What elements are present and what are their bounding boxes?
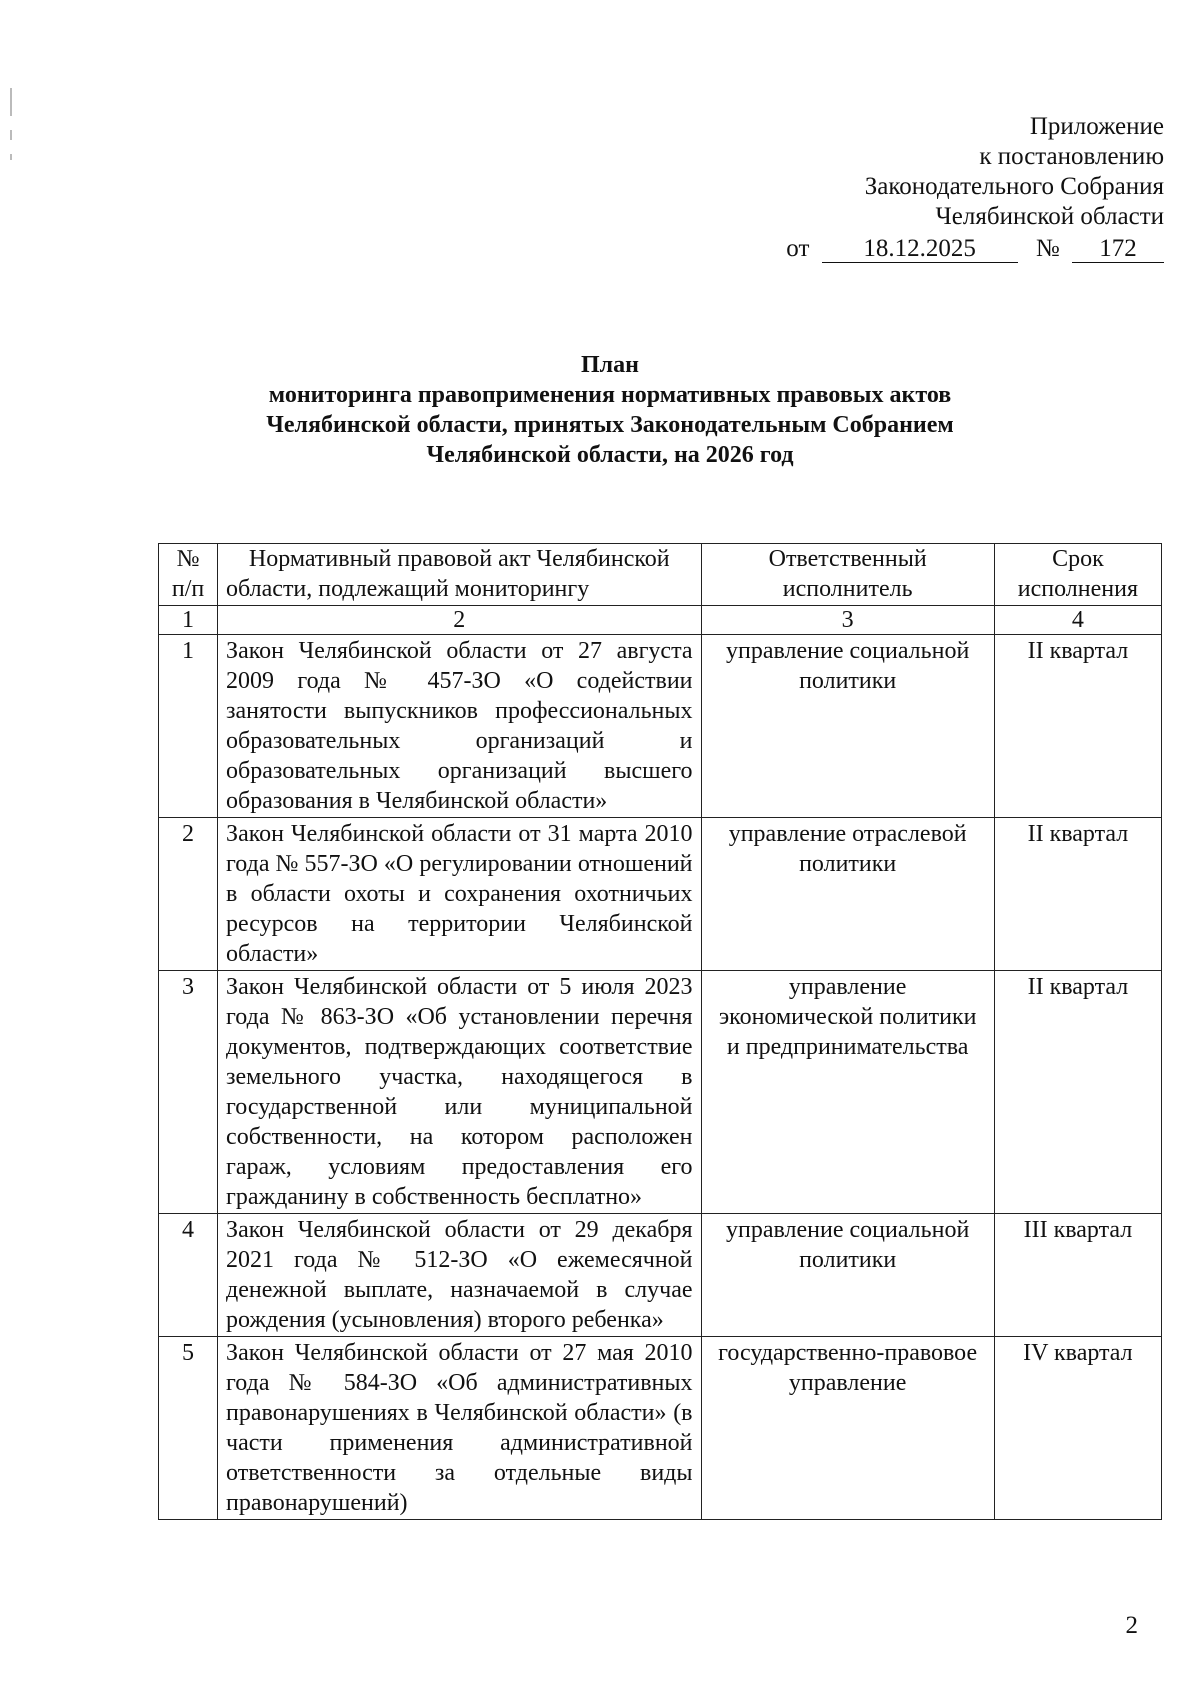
row-number: 4	[159, 1214, 218, 1337]
row-number: 1	[159, 635, 218, 818]
date-prefix: от	[786, 235, 810, 262]
row-deadline: IV квартал	[994, 1337, 1161, 1520]
table-row	[159, 635, 1162, 818]
table-row	[159, 971, 1162, 1214]
row-executor: управление социальной политики	[701, 1214, 994, 1337]
appendix-line-2: к постановлению	[979, 143, 1164, 170]
column-number: 1	[159, 606, 218, 635]
header-deadline: Срок исполнения	[994, 544, 1161, 606]
row-deadline: II квартал	[994, 635, 1161, 818]
title-line-4: Челябинской области, на 2026 год	[426, 442, 794, 468]
appendix-date-line	[786, 234, 1164, 264]
row-deadline: II квартал	[994, 971, 1161, 1214]
page-number: 2	[1125, 1612, 1138, 1639]
column-number: 4	[994, 606, 1161, 635]
row-deadline: III квартал	[994, 1214, 1161, 1337]
appendix-header	[786, 112, 1164, 264]
row-act: Закон Челябинской области от 31 марта 2010 года № 557-ЗО «О регулировании отношений в области охоты и сохранения охотничьих ресурсов на территории Челябинской области»	[218, 818, 701, 971]
column-number: 2	[218, 606, 701, 635]
row-executor: управление социальной политики	[701, 635, 994, 818]
title-line-1: План	[581, 352, 639, 378]
appendix-line-1: Приложение	[1029, 113, 1164, 140]
row-act: Закон Челябинской области от 5 июля 2023 года № 863-ЗО «Об установлении перечня документов, подтверждающих соответствие земельного участка, находящегося в государственной или муниципальной собственности, на котором расположен гараж, условиям предоставления его гражданину в собственность бесплатно»	[218, 971, 701, 1214]
table-row	[159, 1214, 1162, 1337]
title-line-2: мониторинга правоприменения нормативных правовых актов	[268, 382, 952, 408]
monitoring-plan-table	[158, 543, 1162, 1520]
appendix-line-3: Законодательного Собрания	[864, 173, 1164, 200]
row-executor: управление отраслевой политики	[701, 818, 994, 971]
number-prefix: №	[1035, 235, 1060, 262]
scan-margin-marks	[10, 88, 12, 288]
row-executor: управление экономической политики и предпринимательства	[701, 971, 994, 1214]
header-act: Нормативный правовой акт Челябинской области, подлежащий мониторингу	[218, 544, 701, 606]
appendix-line-4: Челябинской области	[935, 203, 1164, 230]
row-deadline: II квартал	[994, 818, 1161, 971]
row-number: 5	[159, 1337, 218, 1520]
table-row	[159, 818, 1162, 971]
column-number-row	[159, 606, 1162, 635]
row-act: Закон Челябинской области от 27 августа 2009 года № 457-ЗО «О содействии занятости выпускников профессиональных образовательных организаций и образовательных организаций высшего образования в Челябинской области»	[218, 635, 701, 818]
document-title	[150, 350, 1070, 470]
row-act: Закон Челябинской области от 29 декабря 2021 года № 512-ЗО «О ежемесячной денежной выплате, назначаемой в случае рождения (усыновления) второго ребенка»	[218, 1214, 701, 1337]
row-act: Закон Челябинской области от 27 мая 2010 года № 584-ЗО «Об административных правонарушениях в Челябинской области» (в части применения административной ответственности за отдельные виды правонарушений)	[218, 1337, 701, 1520]
resolution-number: 172	[1072, 236, 1164, 263]
row-executor: государственно-правовое управление	[701, 1337, 994, 1520]
row-number: 3	[159, 971, 218, 1214]
table-header-row	[159, 544, 1162, 606]
table-row	[159, 1337, 1162, 1520]
header-executor: Ответственный исполнитель	[701, 544, 994, 606]
header-number: № п/п	[159, 544, 218, 606]
column-number: 3	[701, 606, 994, 635]
resolution-date: 18.12.2025	[822, 236, 1018, 263]
title-line-3: Челябинской области, принятых Законодательным Собранием	[266, 412, 954, 438]
row-number: 2	[159, 818, 218, 971]
